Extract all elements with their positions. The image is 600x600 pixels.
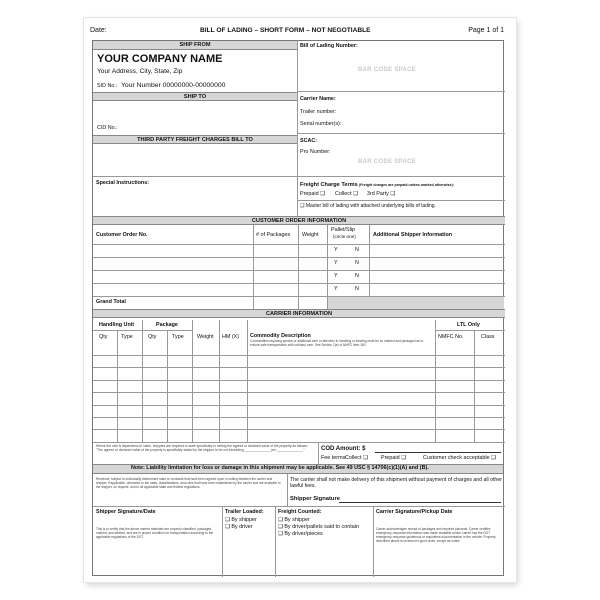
- col-nmfc: NMFC No.: [438, 334, 464, 340]
- no-option[interactable]: N: [355, 273, 359, 279]
- ltl-only-label: LTL Only: [457, 322, 480, 328]
- ci-row-line: [93, 367, 505, 368]
- ci-row-line: [93, 429, 505, 430]
- ci-row-line: [93, 417, 505, 418]
- col-customer-order: Customer Order No.: [96, 232, 148, 238]
- ci-grid-line: [192, 320, 193, 442]
- serial-number-label: Serial number(s):: [300, 121, 342, 127]
- special-top-line: [93, 176, 505, 177]
- cid-label: CID No.:: [97, 125, 118, 131]
- customer-order-heading: CUSTOMER ORDER INFORMATION: [93, 216, 505, 225]
- scac-label: SCAC:: [300, 138, 318, 144]
- shipper-signature-date-label: Shipper Signature/Date: [96, 509, 156, 515]
- cod-amount-line[interactable]: [375, 452, 501, 453]
- carrier-subhead-line: [435, 330, 505, 331]
- right-line-2: [297, 133, 505, 134]
- special-instructions-label: Special Instructions:: [96, 180, 150, 186]
- trailer-loaded-label: Trailer Loaded:: [225, 509, 264, 515]
- signature-top-line: [93, 506, 505, 507]
- ship-from-heading: SHIP FROM: [93, 41, 297, 50]
- no-option[interactable]: N: [355, 286, 359, 292]
- col-qty: Qty: [99, 334, 108, 340]
- fc-by-shipper-checkbox[interactable]: ❑ By shipper: [278, 517, 310, 523]
- package-label: Package: [156, 322, 178, 328]
- col-packages: # of Packages: [256, 232, 291, 238]
- sid-value: Your Number 00000000-00000000: [121, 82, 226, 89]
- grand-total-shade: [328, 297, 504, 309]
- fee-prepaid-checkbox[interactable]: Prepaid ❑: [381, 455, 406, 461]
- no-option[interactable]: N: [355, 247, 359, 253]
- col-pallet: Pallet/Slip: [331, 227, 355, 233]
- grand-total-label: Grand Total: [96, 299, 126, 305]
- col-pallet-circle: (circle one): [333, 234, 356, 239]
- sid-label: SID No.:: [97, 83, 118, 89]
- document-title: BILL OF LADING – SHORT FORM – NOT NEGOTIABLE: [200, 27, 371, 34]
- fee-terms-label: Fee terms:: [321, 455, 347, 461]
- bill-of-lading-form: [92, 40, 504, 576]
- trailer-by-driver-checkbox[interactable]: ❑ By driver: [225, 524, 253, 530]
- carrier-acknowledgement-text: Carrier acknowledges receipt of packages and required placards. Carrier certifies emergency response information was made available and/or carrier has the DOT emergency response guidebook or equivalent documentation in the vehicle. Property described above is received in good order, except as noted.: [376, 527, 496, 543]
- col-type: Type: [172, 334, 184, 340]
- liability-note: Note: Liability limitation for loss or damage in this shipment may be applicable. See 49 USC § 14706(c)(1)(A) and (B).: [131, 465, 429, 471]
- signature-split-line: [373, 506, 374, 577]
- yes-option[interactable]: Y: [334, 286, 338, 292]
- ship-to-heading: SHIP TO: [93, 92, 297, 101]
- yes-option[interactable]: Y: [334, 260, 338, 266]
- barcode-space-1: BAR CODE SPACE: [358, 67, 417, 73]
- pro-number-label: Pro Number:: [300, 149, 331, 155]
- third-party-checkbox[interactable]: 3rd Party ❑: [367, 191, 396, 197]
- yes-option[interactable]: Y: [334, 247, 338, 253]
- co-row-line: [93, 244, 505, 245]
- ci-grid-line: [247, 320, 248, 442]
- cod-amount-label: COD Amount: $: [321, 446, 366, 452]
- freight-counted-label: Freight Counted:: [278, 509, 322, 515]
- barcode-space-2: BAR CODE SPACE: [358, 159, 417, 165]
- top-split-line: [297, 41, 298, 219]
- commodity-note: Commodities requiring special or additional care or attention in handling or stowing must be so marked and packaged as to ensure safe transportation with ordinary care. See Section 2(e) of NMFC Item 360: [250, 339, 424, 347]
- freight-terms-note: (Freight charges are prepaid unless marked otherwise):: [359, 183, 454, 187]
- no-option[interactable]: N: [355, 260, 359, 266]
- company-name: YOUR COMPANY NAME: [97, 53, 223, 65]
- signature-split-line: [275, 506, 276, 577]
- ci-row-line: [93, 392, 505, 393]
- ci-row-line: [93, 405, 505, 406]
- customer-check-checkbox[interactable]: Customer check acceptable ❑: [423, 455, 496, 461]
- collect-checkbox[interactable]: Collect ❑: [335, 191, 358, 197]
- carrier-signature-label: Carrier Signature/Pickup Date: [376, 509, 453, 515]
- date-label: Date:: [90, 27, 107, 34]
- bol-number-label: Bill of Lading Number:: [300, 43, 358, 49]
- shipper-signature-line[interactable]: [339, 502, 501, 503]
- col-commodity: Commodity Description: [250, 333, 311, 339]
- yes-option[interactable]: Y: [334, 273, 338, 279]
- handling-unit-label: Handling Unit: [99, 322, 135, 328]
- col-type: Type: [121, 334, 133, 340]
- received-split-line: [287, 474, 288, 506]
- shipper-certification-text: This is to certify that the above named materials are properly classified, packaged, marked, and labeled, and are in proper condition for transportation according to the applicable regulations of the DOT.: [96, 527, 214, 539]
- carrier-name-label: Carrier Name:: [300, 96, 336, 102]
- master-bol-checkbox[interactable]: ❑ Master bill of lading with attached underlying bills of lading.: [300, 203, 436, 209]
- ci-row-line: [93, 380, 505, 381]
- col-weight: Weight: [197, 334, 214, 340]
- col-class: Class: [481, 334, 495, 340]
- co-row-line: [93, 257, 505, 258]
- freight-terms-label: Freight Charge Terms: [300, 182, 358, 188]
- ci-grid-line: [219, 320, 220, 442]
- value-clause-text: Where the rate is dependent on value, shippers are required to state specifically in writing the agreed or declared value of the property as follows: "The agreed or declared value of the property is specifically stated by the shipper to be not exceeding ______________ per ______________.": [96, 444, 308, 453]
- col-additional-info: Additional Shipper Information: [373, 232, 453, 238]
- page-number: Page 1 of 1: [468, 27, 504, 34]
- document-header: [90, 26, 510, 38]
- shipper-signature-label: Shipper Signature: [290, 496, 340, 502]
- ci-grid-line: [167, 330, 168, 442]
- ci-grid-line: [474, 330, 475, 442]
- received-clause: Received, subject to individually determined rates or contracts that have been agreed upon in writing between the carrier and shipper, if applicable, otherwise to the rates, classifications, and rules that have been established by the carrier and are available to the shipper, on request, and to all applicable state and federal regulations.: [96, 477, 281, 489]
- fee-collect-checkbox[interactable]: Collect ❑: [345, 455, 368, 461]
- col-hm: HM (X): [222, 334, 240, 340]
- ci-grid-line: [142, 320, 143, 442]
- ci-grid-line: [117, 330, 118, 442]
- fc-pieces-checkbox[interactable]: ❑ By driver/pieces: [278, 531, 323, 537]
- col-qty: Qty: [148, 334, 157, 340]
- col-weight: Weight: [302, 232, 319, 238]
- prepaid-checkbox[interactable]: Prepaid ❑: [300, 191, 325, 197]
- right-line-1: [297, 91, 505, 92]
- cod-split-line: [318, 442, 319, 464]
- ci-row-line: [93, 442, 505, 443]
- ci-grid-line: [435, 320, 436, 442]
- carrier-info-heading: CARRIER INFORMATION: [93, 309, 505, 318]
- ci-row-line: [93, 355, 505, 356]
- co-row-line: [93, 270, 505, 271]
- trailer-by-shipper-checkbox[interactable]: ❑ By shipper: [225, 517, 257, 523]
- third-party-heading: THIRD PARTY FREIGHT CHARGES BILL TO: [93, 135, 297, 144]
- trailer-number-label: Trailer number:: [300, 109, 337, 115]
- co-row-line: [93, 283, 505, 284]
- right-line-3: [297, 200, 505, 201]
- signature-split-line: [222, 506, 223, 577]
- carrier-delivery-note: The carrier shall not make delivery of this shipment without payment of charges and all other lawful fees.: [290, 477, 502, 489]
- company-address: Your Address, City, State, Zip: [97, 68, 183, 75]
- fc-pallets-checkbox[interactable]: ❑ By driver/pallets said to contain: [278, 524, 359, 530]
